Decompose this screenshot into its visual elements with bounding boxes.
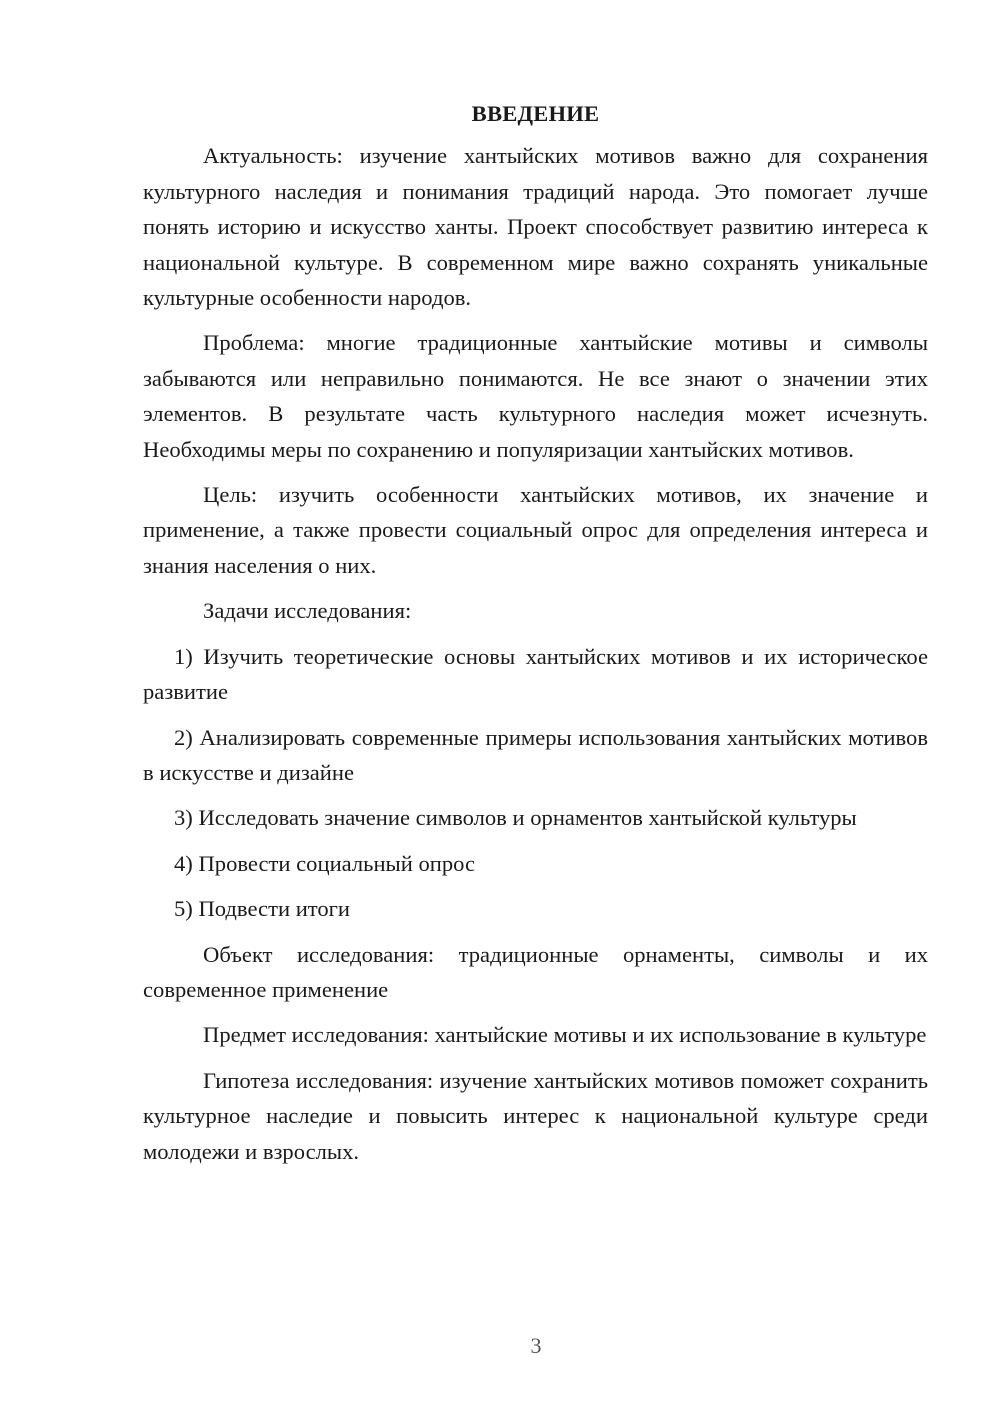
page-content	[143, 96, 928, 1179]
goal-paragraph: Цель: изучить особенности хантыйских мотивов, их значение и применение, а также провести социальный опрос для определения интереса и знания населения о них.	[143, 482, 928, 578]
page-number: 3	[530, 1333, 542, 1358]
problem-paragraph: Проблема: многие традиционные хантыйские мотивы и символы забываются или неправильно понимаются. Не все знают о значении этих элементов. В результате часть культурного наследия может исчезнуть. Необходимы меры по сохранению и популяризации хантыйских мотивов.	[143, 330, 928, 462]
tasks-heading: Задачи исследования:	[203, 598, 412, 624]
tasks-list	[143, 639, 928, 927]
list-item: 5) Подвести итоги	[174, 896, 351, 922]
hypothesis-paragraph: Гипотеза исследования: изучение хантыйских мотивов поможет сохранить культурное наследие и повысить интерес к национальной культуре среди молодежи и взрослых.	[143, 1067, 928, 1164]
list-item: 2) Анализировать современные примеры использования хантыйских мотивов в искусстве и дизайне	[143, 724, 928, 785]
object-paragraph: Объект исследования: традиционные орнаменты, символы и их современное применение	[143, 941, 928, 1002]
relevance-paragraph: Актуальность: изучение хантыйских мотивов важно для сохранения культурного наследия и понимания традиций народа. Это помогает лучше понять историю и искусство ханты. Проект способствует развитию интереса к национальной культуре. В современном мире важно сохранять уникальные культурные особенности народов.	[143, 143, 928, 311]
list-item: 1) Изучить теоретические основы хантыйских мотивов и их историческое развитие	[143, 643, 928, 705]
list-item: 4) Провести социальный опрос	[174, 850, 476, 876]
page-title: ВВЕДЕНИЕ	[471, 101, 600, 126]
subject-paragraph: Предмет исследования: хантыйские мотивы и их использование в культуре	[203, 1022, 927, 1048]
list-item: 3) Исследовать значение символов и орнаментов хантыйской культуры	[174, 805, 857, 831]
